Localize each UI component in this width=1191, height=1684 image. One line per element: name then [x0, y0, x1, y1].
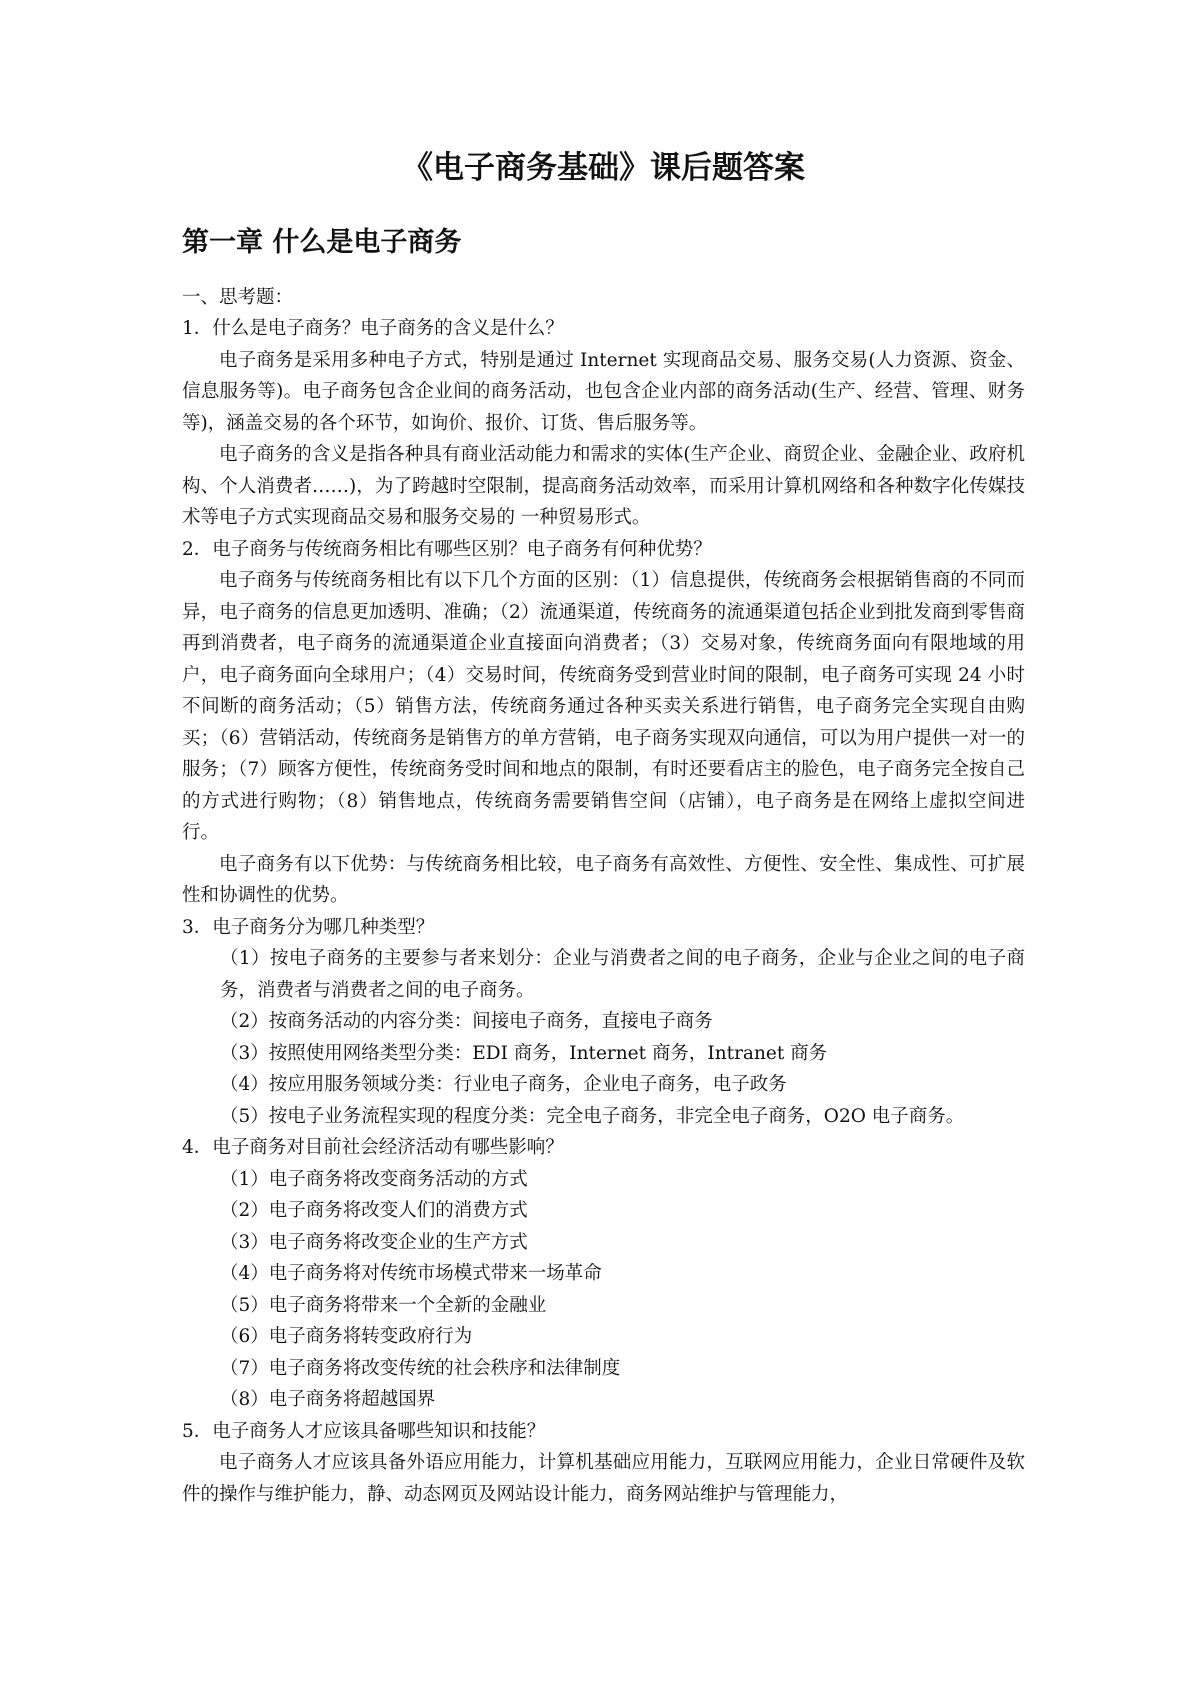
answer-4-item: （5）电子商务将带来一个全新的金融业 — [220, 1294, 547, 1316]
answer-3-item: （2）按商务活动的内容分类：间接电子商务，直接电子商务 — [220, 1011, 713, 1033]
answer-4-item: （8）电子商务将超越国界 — [220, 1389, 436, 1411]
question-2: 2．电子商务与传统商务相比有哪些区别？电子商务有何种优势？ — [182, 538, 712, 560]
answer-5-paragraph-1: 电子商务人才应该具备外语应用能力，计算机基础应用能力，互联网应用能力，企业日常硬件及软件的操作与维护能力，静、动态网页及网站设计能力，商务网站维护与管理能力， — [182, 1452, 1025, 1505]
answer-3-item: （5）按电子业务流程实现的程度分类：完全电子商务，非完全电子商务，O2O 电子商务。 — [220, 1105, 965, 1127]
question-3: 3．电子商务分为哪几种类型？ — [182, 916, 435, 938]
answer-3-item: （4）按应用服务领域分类：行业电子商务，企业电子商务，电子政务 — [220, 1074, 787, 1096]
answer-3-item: （1）按电子商务的主要参与者来划分：企业与消费者之间的电子商务，企业与企业之间的电子商务，消费者与消费者之间的电子商务。 — [220, 948, 1025, 1001]
answer-4-item: （6）电子商务将转变政府行为 — [220, 1326, 473, 1348]
answer-2-paragraph-1: 电子商务与传统商务相比有以下几个方面的区别：（1）信息提供，传统商务会根据销售商的不同而异，电子商务的信息更加透明、准确；（2）流通渠道，传统商务的流通渠道包括企业到批发商到零售商再到消费者，电子商务的流通渠道企业直接面向消费者；（3）交易对象，传统商务面向有限地域的用户，电子商务面向全球用户；（4）交易时间，传统商务受到营业时间的限制，电子商务可实现 24 小时不间断的商务活动；（5）销售方法，传统商务通过各种买卖关系进行销售，电子商务完全实现自由购买；（6）营销活动，传统商务是销售方的单方营销，电子商务实现双向通信，可以为用户提供一对一的服务；（7）顾客方便性，传统商务受时间和地点的限制，有时还要看店主的脸色，电子商务完全按自己的方式进行购物；（8）销售地点，传统商务需要销售空间（店铺），电子商务是在网络上虚拟空间进行。 — [182, 570, 1025, 844]
answer-4-item: （7）电子商务将改变传统的社会秩序和法律制度 — [220, 1357, 621, 1379]
answer-2-paragraph-2: 电子商务有以下优势：与传统商务相比较，电子商务有高效性、方便性、安全性、集成性、可扩展性和协调性的优势。 — [182, 853, 1025, 907]
answer-4-item: （1）电子商务将改变商务活动的方式 — [220, 1168, 528, 1190]
answer-1-paragraph-2: 电子商务的含义是指各种具有商业活动能力和需求的实体(生产企业、商贸企业、金融企业、政府机构、个人消费者……)，为了跨越时空限制，提高商务活动效率，而采用计算机网络和各种数字化传媒技术等电子方式实现商品交易和服务交易的 一种贸易形式。 — [182, 444, 1025, 529]
question-4: 4．电子商务对目前社会经济活动有哪些影响？ — [182, 1137, 564, 1159]
answer-4-item: （2）电子商务将改变人们的消费方式 — [220, 1200, 528, 1222]
answer-4-item: （3）电子商务将改变企业的生产方式 — [220, 1231, 528, 1253]
question-1: 1．什么是电子商务？电子商务的含义是什么？ — [182, 318, 564, 340]
chapter-heading: 第一章 什么是电子商务 — [182, 227, 462, 259]
answer-4-item: （4）电子商务将对传统市场模式带来一场革命 — [220, 1263, 602, 1285]
document-title: 《电子商务基础》课后题答案 — [402, 150, 805, 186]
question-5: 5．电子商务人才应该具备哪些知识和技能？ — [182, 1420, 546, 1442]
section-label: 一、思考题： — [182, 286, 294, 308]
answer-1-paragraph-1: 电子商务是采用多种电子方式，特别是通过 Internet 实现商品交易、服务交易(人力资源、资金、信息服务等)。电子商务包含企业间的商务活动，也包含企业内部的商务活动(生产、经营、管理、财务等)，涵盖交易的各个环节，如询价、报价、订货、售后服务等。 — [182, 349, 1025, 434]
answer-3-item: （3）按照使用网络类型分类：EDI 商务，Internet 商务，Intranet 商务 — [220, 1042, 828, 1064]
